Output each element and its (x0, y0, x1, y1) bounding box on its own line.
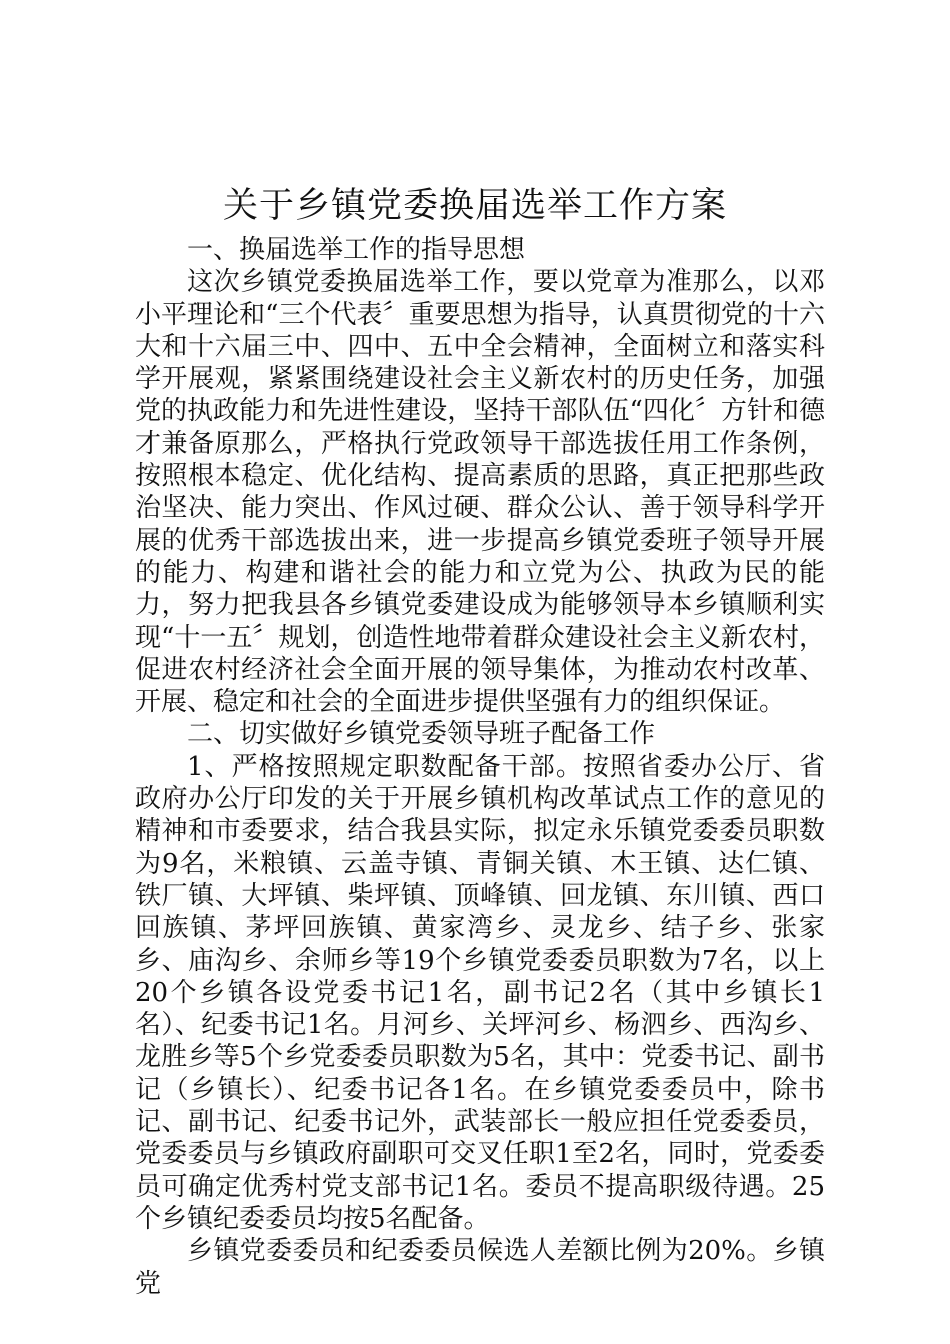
paragraph-guiding-thought: 这次乡镇党委换届选举工作，要以党章为准那么，以邓小平理论和“三个代表〞重要思想为指导，认真贯彻党的十六大和十六届三中、四中、五中全会精神，全面树立和落实科学开展观，紧紧围绕建设社会主义新农村的历史任务，加强党的执政能力和先进性建设，坚持干部队伍“四化〞方针和德才兼备原那么，严格执行党政领导干部选拔任用工作条例，按照根本稳定、优化结构、提高素质的思路，真正把那些政治坚决、能力突出、作风过硬、群众公认、善于领导科学开展的优秀干部选拔出来，进一步提高乡镇党委班子领导开展的能力、构建和谐社会的能力和立党为公、执政为民的能力，努力把我县各乡镇党委建设成为能够领导本乡镇顺利实现“十一五〞规划，创造性地带着群众建设社会主义新农村，促进农村经济社会全面开展的领导集体，为推动农村改革、开展、稳定和社会的全面进步提供坚强有力的组织保证。 (135, 267, 825, 718)
paragraph-staffing-quota: 1、严格按照规定职数配备干部。按照省委办公厅、省政府办公厅印发的关于开展乡镇机构改革试点工作的意见的精神和市委要求，结合我县实际，拟定永乐镇党委委员职数为9名，米粮镇、云盖寺镇、青铜关镇、木王镇、达仁镇、铁厂镇、大坪镇、柴坪镇、顶峰镇、回龙镇、东川镇、西口回族镇、茅坪回族镇、黄家湾乡、灵龙乡、结子乡、张家乡、庙沟乡、余师乡等19个乡镇党委委员职数为7名，以上20个乡镇各设党委书记1名，副书记2名（其中乡镇长1名）、纪委书记1名。月河乡、关坪河乡、杨泗乡、西沟乡、龙胜乡等5个乡党委委员职数为5名，其中：党委书记、副书记（乡镇长）、纪委书记各1名。在乡镇党委委员中，除书记、副书记、纪委书记外，武装部长一般应担任党委委员，党委委员与乡镇政府副职可交叉任职1至2名，同时，党委委员可确定优秀村党支部书记1名。委员不提高职级待遇。25个乡镇纪委委员均按5名配备。 (135, 751, 825, 1234)
document-body (135, 234, 825, 1300)
document-title: 关于乡镇党委换届选举工作方案 (222, 186, 727, 226)
section-heading-guiding-thought: 一、换届选举工作的指导思想 (187, 235, 526, 265)
paragraph-candidate-ratio: 乡镇党委委员和纪委委员候选人差额比例为20%。乡镇党 (135, 1236, 825, 1299)
section-heading-leadership-staffing: 二、切实做好乡镇党委领导班子配备工作 (187, 719, 656, 750)
